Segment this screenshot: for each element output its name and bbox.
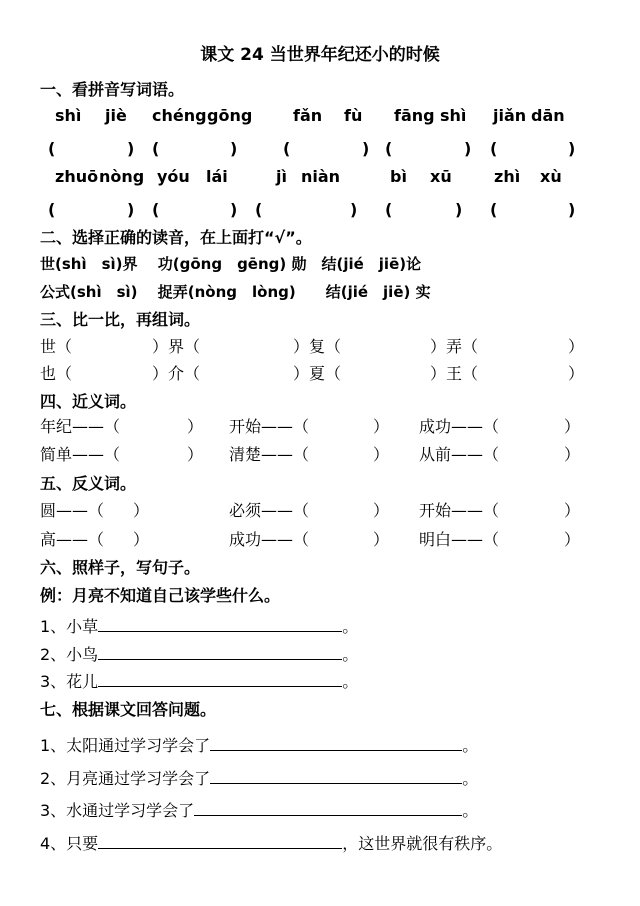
pinyin: yóu (157, 167, 190, 186)
pinyin: jiǎn (493, 106, 527, 125)
close-paren: ） (373, 530, 390, 549)
compare-item: ）弄（ (430, 337, 479, 356)
pinyin: xù (540, 167, 562, 186)
question-item-4 (40, 832, 502, 854)
pinyin: xū (430, 167, 452, 186)
section-7-heading: 七、根据课文回答问题。 (40, 700, 217, 719)
pinyin: fāng (394, 106, 435, 125)
synonym-item: 年纪——（ (40, 417, 121, 436)
question-prompt: 1、太阳通过学习学会了 (40, 736, 211, 755)
pinyin: nòng (99, 167, 145, 186)
open-paren: ( (283, 139, 291, 158)
example-sentence: 例：月亮不知道自己该学些什么。 (40, 586, 281, 605)
open-paren: ( (255, 200, 263, 219)
pinyin: zhì (494, 167, 521, 186)
reading-choice-line-2: 公式(shì sì) 捉弄(nòng lòng) 结(jié jiē) 实 (40, 283, 431, 301)
pinyin: jiè (105, 106, 127, 125)
pinyin: shì (440, 106, 467, 125)
answer-line[interactable] (98, 832, 342, 849)
open-paren: ( (152, 139, 160, 158)
compare-item: ）王（ (430, 364, 479, 383)
section-4-heading: 四、近义词。 (40, 392, 137, 411)
antonym-item: 圆——（ (40, 501, 105, 520)
sentence-prompt: 2、小鸟 (40, 645, 99, 664)
synonym-item: 从前——（ (419, 445, 500, 464)
close-paren: ） (133, 501, 150, 520)
pinyin: dān (531, 106, 565, 125)
period: 。 (342, 645, 359, 664)
sentence-prompt: 3、花儿 (40, 672, 99, 691)
sentence-item-1 (40, 615, 358, 637)
answer-line[interactable] (98, 643, 342, 660)
answer-line[interactable] (98, 670, 342, 687)
pinyin: gōng (207, 106, 253, 125)
compare-item: ） (568, 364, 585, 383)
pinyin: lái (206, 167, 228, 186)
close-paren: ） (564, 501, 581, 520)
pinyin: fù (344, 106, 363, 125)
pinyin: fǎn (293, 106, 323, 125)
antonym-item: 高——（ (40, 530, 105, 549)
close-paren: ） (187, 445, 204, 464)
section-2-heading: 二、选择正确的读音，在上面打“√”。 (40, 228, 312, 247)
pinyin: chéng (152, 106, 207, 125)
open-paren: ( (385, 200, 393, 219)
close-paren: ） (564, 445, 581, 464)
close-paren: ） (373, 501, 390, 520)
page-title: 课文 24 当世界年纪还小的时候 (200, 45, 440, 65)
section-5-heading: 五、反义词。 (40, 474, 137, 493)
answer-line[interactable] (210, 767, 462, 784)
period: 。 (462, 736, 479, 755)
compare-item: ） (568, 337, 585, 356)
close-paren: ） (564, 417, 581, 436)
close-paren: ) (455, 200, 463, 219)
close-paren: ) (230, 200, 238, 219)
open-paren: ( (48, 200, 56, 219)
close-paren: ) (350, 200, 358, 219)
close-paren: ) (127, 200, 135, 219)
period: 。 (462, 801, 479, 820)
close-paren: ) (464, 139, 472, 158)
close-paren: ） (373, 417, 390, 436)
question-prompt: 3、水通过学习学会了 (40, 801, 195, 820)
open-paren: ( (48, 139, 56, 158)
close-paren: ) (568, 139, 576, 158)
question-prompt: 2、月亮通过学习学会了 (40, 769, 211, 788)
open-paren: ( (152, 200, 160, 219)
close-paren: ) (230, 139, 238, 158)
answer-line[interactable] (98, 615, 342, 632)
pinyin: zhuō (55, 167, 99, 186)
pinyin: niàn (301, 167, 341, 186)
period: 。 (462, 769, 479, 788)
close-paren: ) (568, 200, 576, 219)
synonym-item: 成功——（ (419, 417, 500, 436)
question-suffix: ，这世界就很有秩序。 (342, 834, 503, 853)
compare-item: ）夏（ (293, 364, 342, 383)
antonym-item: 必须——（ (229, 501, 310, 520)
period: 。 (342, 672, 359, 691)
sentence-item-3 (40, 670, 358, 692)
question-prompt: 4、只要 (40, 834, 99, 853)
compare-item: 世（ (40, 337, 73, 356)
question-item-2 (40, 767, 478, 789)
close-paren: ） (187, 417, 204, 436)
close-paren: ) (362, 139, 370, 158)
close-paren: ) (127, 139, 135, 158)
question-item-1 (40, 734, 478, 756)
antonym-item: 明白——（ (419, 530, 500, 549)
period: 。 (342, 617, 359, 636)
reading-choice-line-1: 世(shì sì)界 功(gōng gēng) 勋 结(jié jiē)论 (40, 255, 422, 273)
open-paren: ( (490, 200, 498, 219)
compare-item: ）复（ (293, 337, 342, 356)
compare-item: ）界（ (152, 337, 201, 356)
compare-item: 也（ (40, 364, 73, 383)
section-1-heading: 一、看拼音写词语。 (40, 80, 185, 99)
sentence-item-2 (40, 643, 358, 665)
section-6-heading: 六、照样子，写句子。 (40, 558, 201, 577)
synonym-item: 清楚——（ (229, 445, 310, 464)
antonym-item: 成功——（ (229, 530, 310, 549)
synonym-item: 开始——（ (229, 417, 310, 436)
answer-line[interactable] (194, 799, 462, 816)
compare-item: ）介（ (152, 364, 201, 383)
question-item-3 (40, 799, 478, 821)
antonym-item: 开始——（ (419, 501, 500, 520)
section-3-heading: 三、比一比，再组词。 (40, 310, 201, 329)
close-paren: ） (564, 530, 581, 549)
pinyin: shì (55, 106, 82, 125)
close-paren: ） (133, 530, 150, 549)
open-paren: ( (385, 139, 393, 158)
sentence-prompt: 1、小草 (40, 617, 99, 636)
open-paren: ( (490, 139, 498, 158)
pinyin: bì (390, 167, 407, 186)
answer-line[interactable] (210, 734, 462, 751)
synonym-item: 简单——（ (40, 445, 121, 464)
pinyin: jì (276, 167, 287, 186)
close-paren: ） (373, 445, 390, 464)
